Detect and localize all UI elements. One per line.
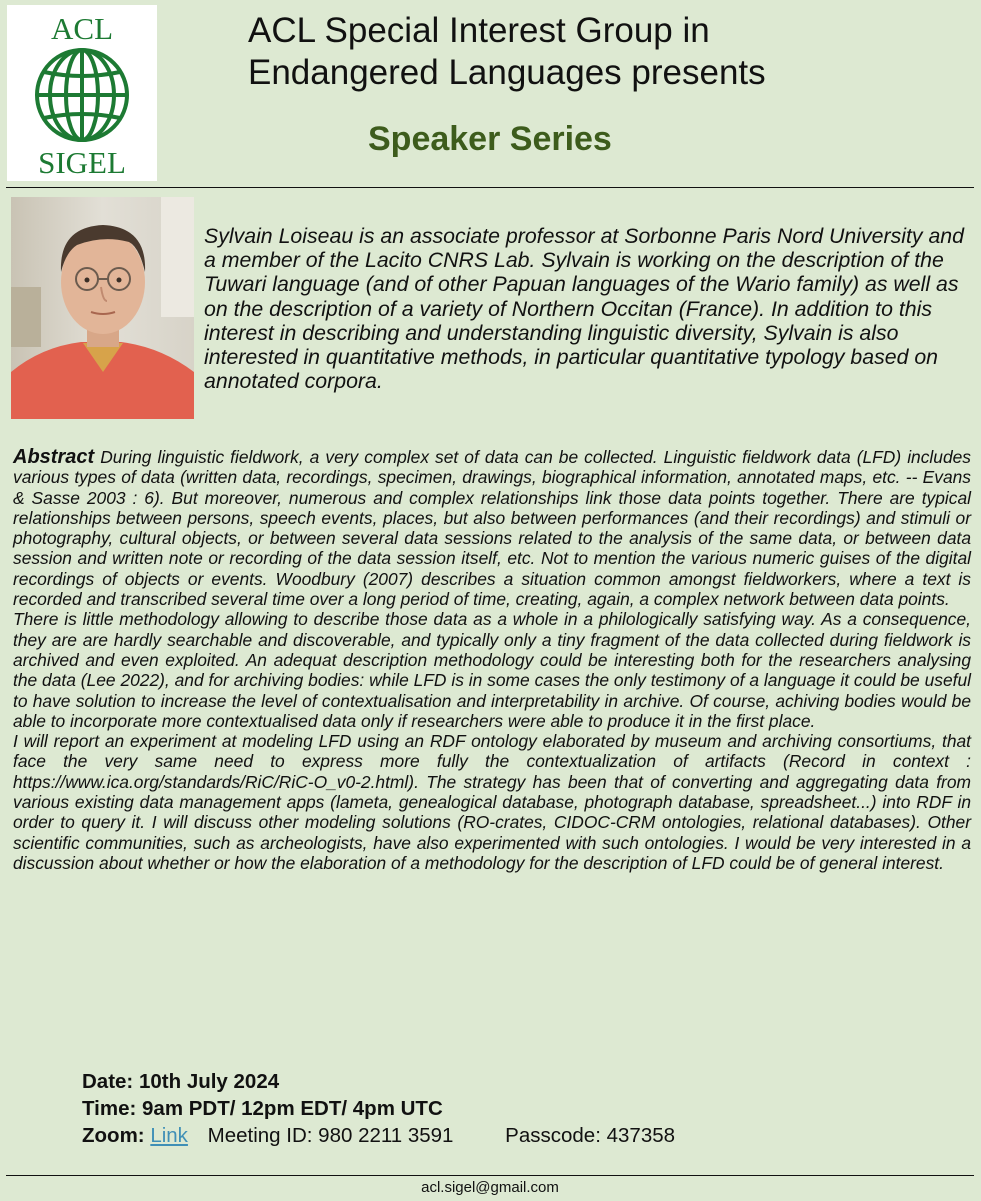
passcode-value: 437358 xyxy=(606,1124,676,1147)
logo-top-text: ACL xyxy=(51,11,113,46)
meeting-id-label: Meeting ID: xyxy=(207,1124,313,1147)
event-details xyxy=(82,1068,675,1149)
logo-bottom-text: SIGEL xyxy=(38,145,126,180)
page-title xyxy=(248,10,968,94)
contact-email: acl.sigel@gmail.com xyxy=(421,1179,559,1196)
acl-sigel-logo xyxy=(7,5,157,181)
abstract-paragraph-2: There is little methodology allowing to describe those data as a whole in a philologically satisfying way. As a consequence, they are are hardly searchable and discoverable, and typically only a tiny fragment of the data collected during fieldwork is archived and even exploited. An adequat description methodology could be interesting both for the researchers analysing the data (Lee 2022), and for archiving bodies: while LFD is in some cases the only testimony of a language it could be useful to have solution to increase the level of contextualisation and interpretability in archive. Of course, achiving bodies would be able to incorporate more contextualised data only if researchers were able to produce it in the first place. xyxy=(13,609,971,731)
speaker-photo xyxy=(11,197,194,419)
title-line-1: ACL Special Interest Group in xyxy=(248,11,710,50)
abstract-text-1: During linguistic fieldwork, a very complex set of data can be collected. Linguistic fieldwork data (LFD) includes various types of data (written data, recordings, specimen, drawings, biographical information, annotated maps, etc. -- Evans & Sasse 2003 : 6). But moreover, numerous and complex relationships link those data points together. There are typical relationships between persons, speech events, places, but also between performances (and their recordings) and stimuli or photography, cultural objects, or between several data sessions related to the analysis of the same data, or between data session and written note or recording of the data session itself, etc. Not to mention the various numeric guises of the digital recordings of objects or events. Woodbury (2007) describes a situation common amongst fieldworkers, where a text is recorded and transcribed several time over a long period of time, creating, again, a complex network between data points. xyxy=(13,447,971,610)
abstract-paragraph-1 xyxy=(13,447,971,609)
date-row xyxy=(82,1068,675,1095)
abstract-paragraph-3: I will report an experiment at modeling LFD using an RDF ontology elaborated by museum and archiving consortiums, that face the very same need to express more fully the contextualization of artifacts (Record in context : https://www.ica.org/standards/RiC/RiC-O_v0-2.html). The strategy has been that of converting and aggregating data from various existing data management apps (lameta, genealogical database, photograph database, spreadsheet...) into RDF in order to query it. I will discuss other modeling solutions (RO-crates, CIDOC-CRM ontologies, relational databases). Other scientific communities, such as archeologists, have also experimented with such ontologies. I would be very interested in a discussion about whether or how the elaboration of a methodology for the description of LFD could be of general interest. xyxy=(13,731,971,873)
page-subtitle: Speaker Series xyxy=(368,120,612,158)
time-label: Time: xyxy=(82,1097,137,1120)
footer xyxy=(6,1175,974,1201)
meeting-id-value: 980 2211 3591 xyxy=(318,1124,454,1147)
time-value: 9am PDT/ 12pm EDT/ 4pm UTC xyxy=(142,1097,443,1120)
zoom-label: Zoom: xyxy=(82,1124,145,1147)
title-line-2: Endangered Languages presents xyxy=(248,53,766,92)
zoom-row xyxy=(82,1122,675,1149)
date-label: Date: xyxy=(82,1070,134,1093)
passcode-label: Passcode: xyxy=(505,1124,601,1147)
abstract-label: Abstract xyxy=(13,446,95,468)
date-value: 10th July 2024 xyxy=(138,1070,280,1093)
abstract-section xyxy=(13,447,971,873)
speaker-bio: Sylvain Loiseau is an associate professor at Sorbonne Paris Nord University and a member of the Lacito CNRS Lab. Sylvain is working on the description of the Tuwari language (and of other Papuan languages of the Wario family) as well as on the description of a variety of Northern Occitan (France). In addition to this interest in describing and understanding linguistic diversity, Sylvain is also interested in quantitative methods, in particular quantitative typology based on annotated corpora. xyxy=(204,224,964,394)
time-row xyxy=(82,1095,675,1122)
globe-icon xyxy=(32,45,132,145)
zoom-link[interactable]: Link xyxy=(150,1124,188,1147)
speaker-portrait xyxy=(11,197,194,419)
header-divider xyxy=(6,187,974,188)
